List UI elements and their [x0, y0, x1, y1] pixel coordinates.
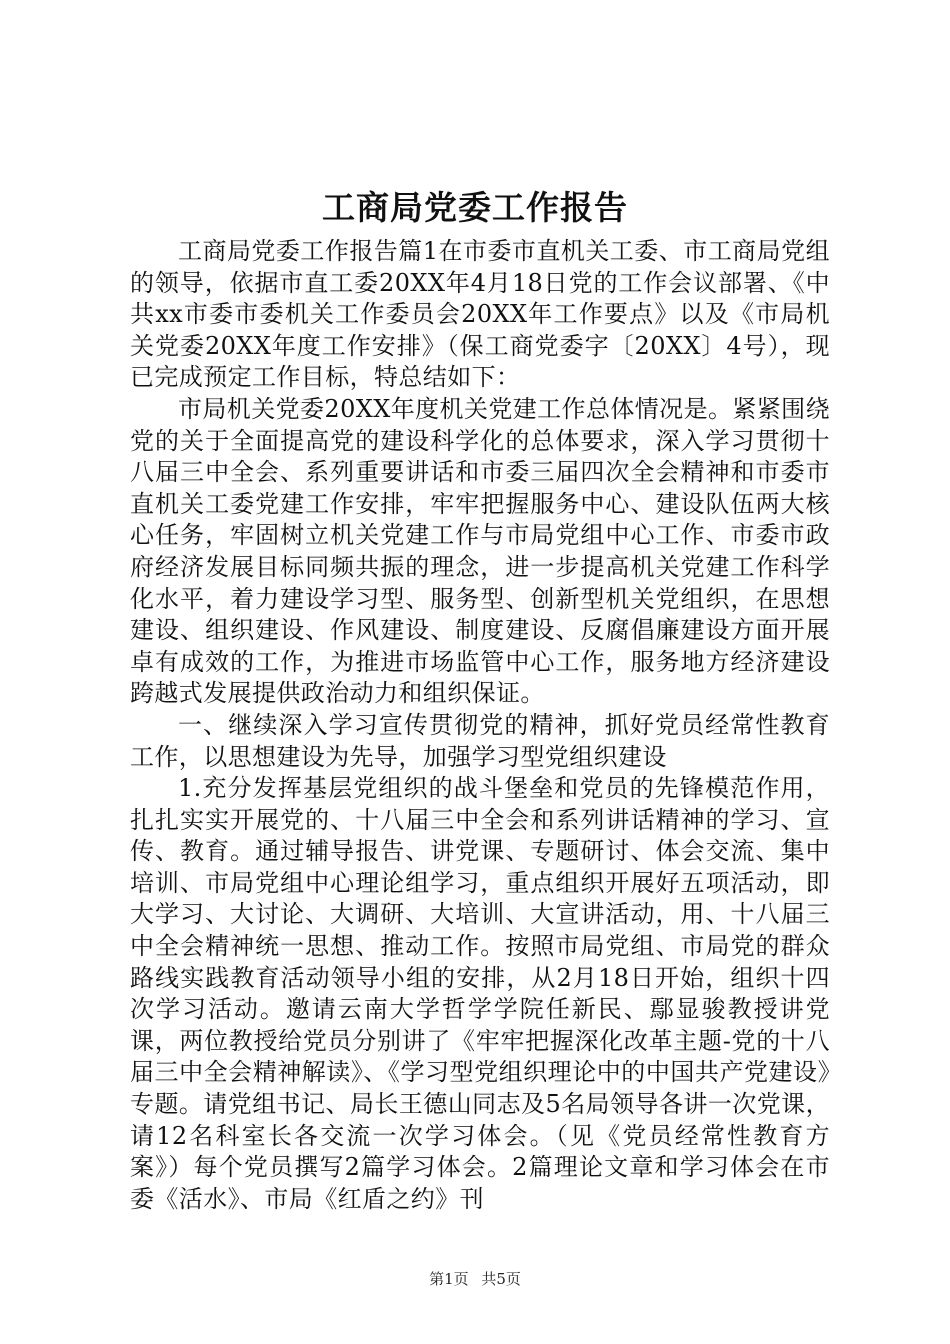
document-body: [130, 236, 830, 1215]
paragraph: 工商局党委工作报告篇1在市委市直机关工委、市工商局党组的领导，依据市直工委20XX年4月18日党的工作会议部署、《中共xx市委市委机关工作委员会20XX年工作要点》以及《市局机关党委20XX年度工作安排》（保工商党委字〔20XX〕4号），现已完成预定工作目标，特总结如下：: [130, 237, 830, 392]
section-heading: 一、继续深入学习宣传贯彻党的精神，抓好党员经常性教育工作，以思想建设为先导，加强学习型党组织建设: [130, 710, 830, 771]
document-title: 工商局党委工作报告: [322, 188, 628, 227]
page-total: 共5页: [481, 1270, 521, 1288]
page-footer: [0, 1268, 950, 1289]
paragraph: 1.充分发挥基层党组织的战斗堡垒和党员的先锋模范作用，扎扎实实开展党的、十八届三中全会和系列讲话精神的学习、宣传、教育。通过辅导报告、讲党课、专题研讨、体会交流、集中培训、市局党组中心理论组学习，重点组织开展好五项活动，即大学习、大讨论、大调研、大培训、大宣讲活动，用、十八届三中全会精神统一思想、推动工作。按照市局党组、市局党的群众路线实践教育活动领导小组的安排，从2月18日开始，组织十四次学习活动。邀请云南大学哲学学院任新民、鄢显骏教授讲党课，两位教授给党员分别讲了《牢牢把握深化改革主题-党的十八届三中全会精神解读》、《学习型党组织理论中的中国共产党建设》专题。请党组书记、局长王德山同志及5名局领导各讲一次党课，请12名科室长各交流一次学习体会。（见《党员经常性教育方案》）每个党员撰写2篇学习体会。2篇理论文章和学习体会在市委《活水》、市局《红盾之约》刊: [130, 774, 830, 1213]
page-number: 第1页: [429, 1270, 469, 1288]
paragraph: 市局机关党委20XX年度机关党建工作总体情况是。紧紧围绕党的关于全面提高党的建设科学化的总体要求，深入学习贯彻十八届三中全会、系列重要讲话和市委三届四次全会精神和市委市直机关工委党建工作安排，牢牢把握服务中心、建设队伍两大核心任务，牢固树立机关党建工作与市局党组中心工作、市委市政府经济发展目标同频共振的理念，进一步提高机关党建工作科学化水平，着力建设学习型、服务型、创新型机关党组织，在思想建设、组织建设、作风建设、制度建设、反腐倡廉建设方面开展卓有成效的工作，为推进市场监管中心工作，服务地方经济建设跨越式发展提供政治动力和组织保证。: [130, 394, 830, 708]
